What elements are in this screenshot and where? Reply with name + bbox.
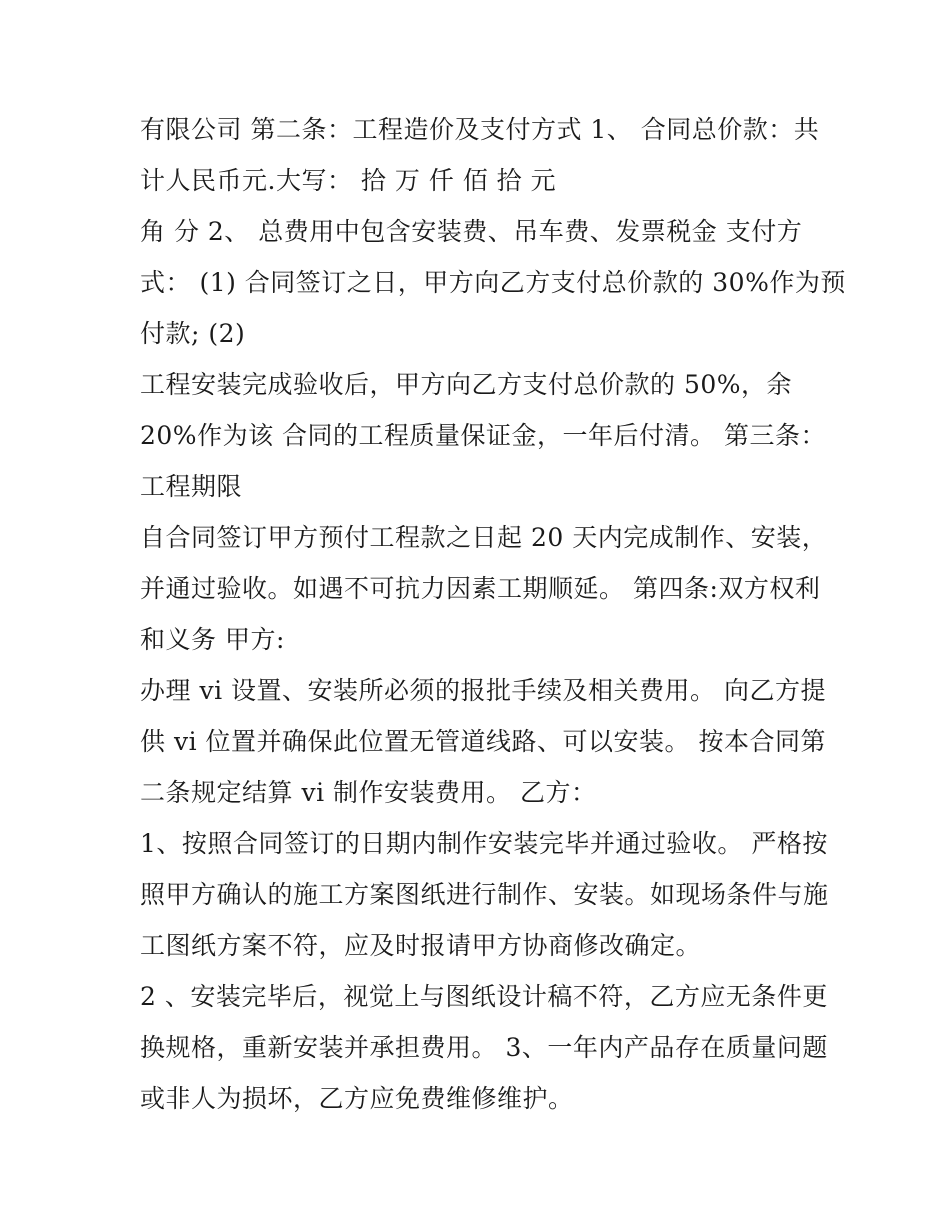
text-line-16: 照甲方确认的施工方案图纸进行制作、安装。如现场条件与施	[140, 880, 829, 909]
text-line-6: 工程安装完成验收后，甲方向乙方支付总价款的 50%，余	[140, 370, 793, 399]
text-line-8: 工程期限	[140, 472, 243, 501]
text-line-14: 二条规定结算 vi 制作安装费用。 乙方：	[140, 778, 597, 807]
text-line-15: 1、按照合同签订的日期内制作安装完毕并通过验收。 严格按	[140, 829, 828, 858]
text-line-4: 式： (1) 合同签订之日，甲方向乙方支付总价款的 30%作为预	[140, 268, 846, 297]
text-line-3: 角 分 2、 总费用中包含安装费、吊车费、发票税金 支付方	[140, 217, 803, 246]
text-line-7: 20%作为该 合同的工程质量保证金，一年后付清。 第三条：	[140, 421, 826, 450]
text-line-9: 自合同签订甲方预付工程款之日起 20 天内完成制作、安装，	[140, 523, 828, 552]
text-line-2: 计人民币元.大写： 拾 万 仟 佰 拾 元	[140, 166, 557, 195]
contract-body	[140, 104, 846, 1124]
text-line-12: 办理 vi 设置、安装所必须的报批手续及相关费用。 向乙方提	[140, 676, 826, 705]
text-line-1: 有限公司 第二条：工程造价及支付方式 1、 合同总价款：共	[140, 115, 820, 144]
text-line-10: 并通过验收。如遇不可抗力因素工期顺延。 第四条:双方权利	[140, 574, 821, 603]
text-line-11: 和义务 甲方:	[140, 625, 285, 654]
text-line-20: 或非人为损坏，乙方应免费维修维护。	[140, 1084, 574, 1113]
text-line-19: 换规格，重新安装并承担费用。 3、一年内产品存在质量问题	[140, 1033, 828, 1062]
text-line-5: 付款; (2)	[140, 319, 246, 348]
text-line-13: 供 vi 位置并确保此位置无管道线路、可以安装。 按本合同第	[140, 727, 826, 756]
text-line-18: 2 、安装完毕后，视觉上与图纸设计稿不符，乙方应无条件更	[140, 982, 828, 1011]
text-line-17: 工图纸方案不符，应及时报请甲方协商修改确定。	[140, 931, 702, 960]
